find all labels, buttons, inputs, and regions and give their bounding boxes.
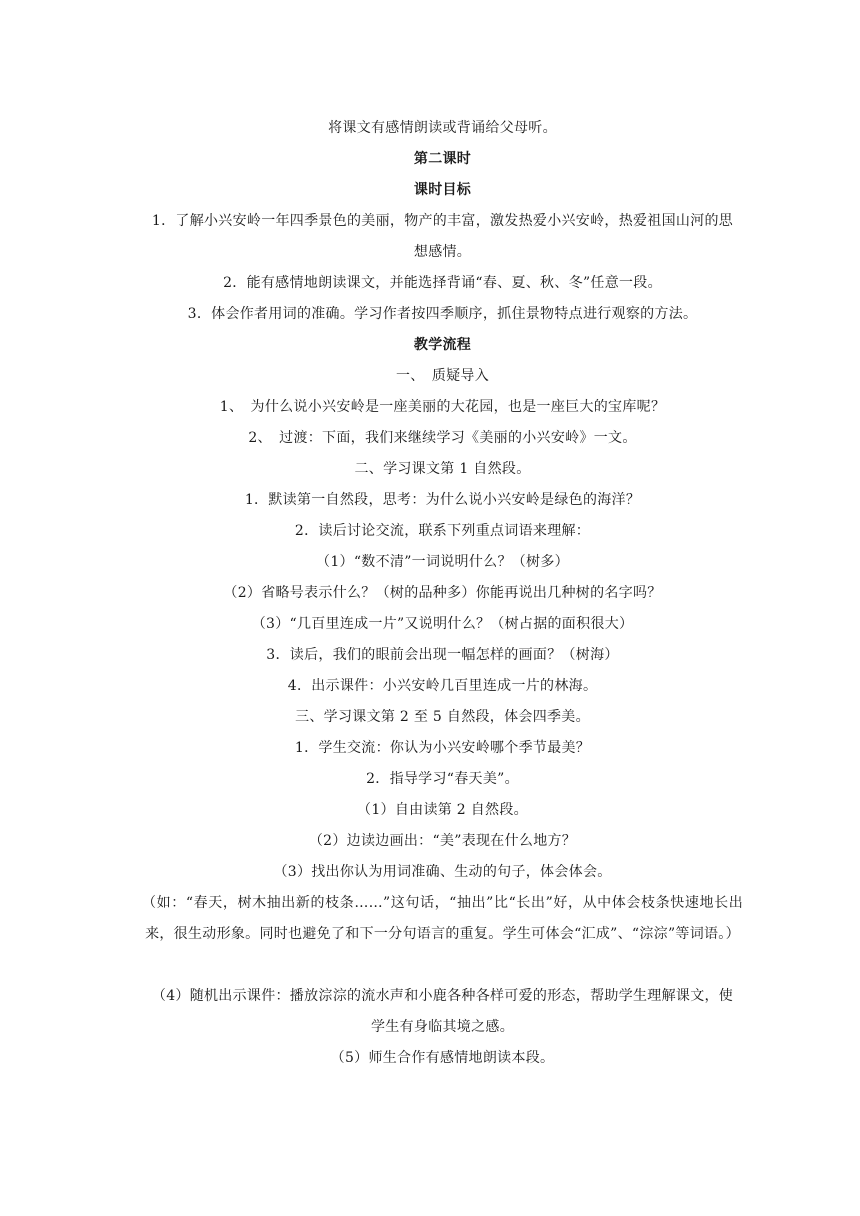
section-3-subitem-1: （1）自由读第 2 自然段。 (357, 802, 528, 818)
section-2-subitem-3: （3）“几百里连成一片”又说明什么？（树占据的面积很大） (251, 616, 634, 632)
goal-3: 3．体会作者用词的准确。学习作者按四季顺序，抓住景物特点进行观察的方法。 (187, 306, 698, 322)
lesson-heading: 第二课时 (413, 151, 472, 167)
section-2-title: 二、学习课文第 1 自然段。 (354, 461, 531, 477)
section-3-subitem-5: （5）师生合作有感情地朗读本段。 (330, 1050, 555, 1066)
section-2-subitem-2: （2）省略号表示什么？（树的品种多）你能再说出几种树的名字吗？ (223, 585, 662, 601)
section-3-title: 三、学习课文第 2 至 5 自然段，体会四季美。 (295, 709, 590, 725)
section-3-item-2: 2．指导学习“春天美”。 (366, 771, 519, 787)
section-2-item-2: 2．读后讨论交流，联系下列重点词语来理解： (294, 523, 591, 539)
section-3-subitem-2: （2）边读边画出：“美”表现在什么地方？ (308, 833, 577, 849)
objectives-heading: 课时目标 (413, 182, 472, 198)
document-body (142, 113, 743, 1074)
section-1-title: 一、 质疑导入 (395, 368, 490, 384)
section-1-item-2: 2、 过渡：下面，我们来继续学习《美丽的小兴安岭》一文。 (248, 430, 637, 446)
section-3-subitem-4: （4）随机出示课件：播放淙淙的流水声和小鹿各种各样可爱的形态，帮助学生理解课文，使学生有身临其境之感。 (151, 988, 734, 1035)
section-2-item-1: 1．默读第一自然段，思考：为什么说小兴安岭是绿色的海洋？ (244, 492, 641, 508)
goal-1: 1．了解小兴安岭一年四季景色的美丽，物产的丰富，激发热爱小兴安岭，热爱祖国山河的思想感情。 (151, 213, 734, 260)
section-3-item-1: 1．学生交流：你认为小兴安岭哪个季节最美？ (294, 740, 591, 756)
section-2-item-3: 3．读后，我们的眼前会出现一幅怎样的画面？（树海） (266, 647, 619, 663)
section-1-item-1: 1、 为什么说小兴安岭是一座美丽的大花园，也是一座巨大的宝库呢？ (219, 399, 666, 415)
section-3-subitem-3: （3）找出你认为用词准确、生动的句子，体会体会。 (273, 864, 612, 880)
flow-heading: 教学流程 (413, 337, 472, 353)
section-2-subitem-1: （1）“数不清”一词说明什么？（树多） (316, 554, 569, 570)
homework-line: 将课文有感情朗读或背诵给父母听。 (328, 120, 557, 136)
section-2-item-4: 4．出示课件：小兴安岭几百里连成一片的林海。 (287, 678, 598, 694)
goal-2: 2．能有感情地朗读课文，并能选择背诵“春、夏、秋、冬”任意一段。 (223, 275, 662, 291)
section-3-example-note: （如：“春天，树木抽出新的枝条……”这句话，“抽出”比“长出”好，从中体会枝条快速地长出来，很生动形象。同时也避免了和下一分句语言的重复。学生可体会“汇成”、“淙淙”等词语。） (142, 895, 743, 942)
